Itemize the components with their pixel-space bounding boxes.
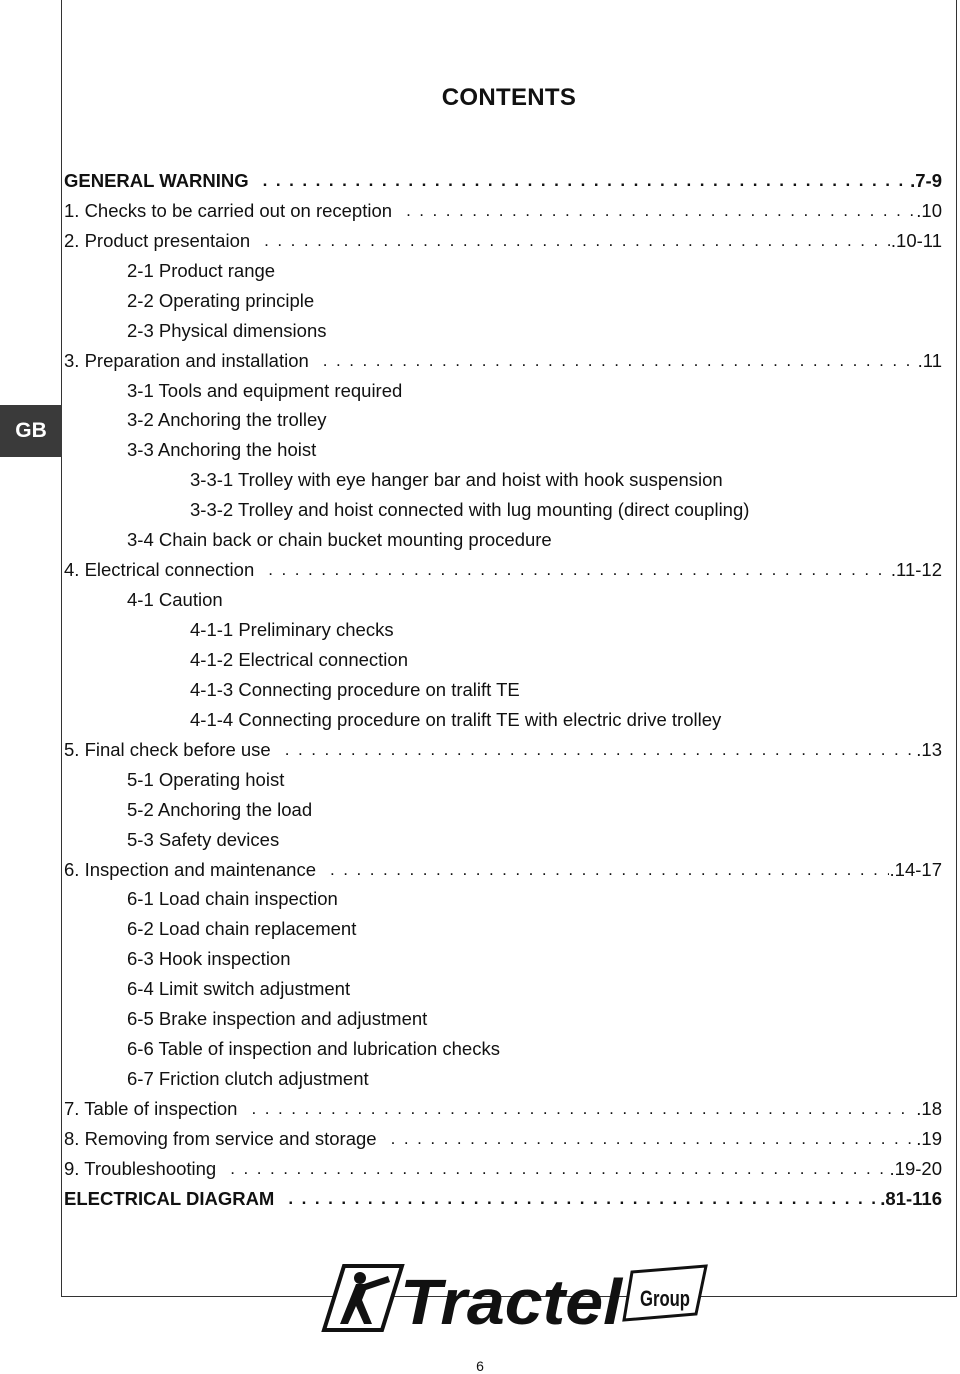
toc-dot-leader — [309, 351, 917, 371]
toc-entry — [64, 735, 942, 765]
toc-dot-leader — [250, 231, 890, 251]
toc-entry — [64, 1184, 942, 1214]
toc-entry-label: 3-1 Tools and equipment required — [127, 379, 403, 401]
toc-entry-label: 2-1 Product range — [127, 259, 276, 281]
toc-entry-label: ELECTRICAL DIAGRAM — [64, 1187, 275, 1209]
toc-entry-page: .19 — [916, 1127, 942, 1149]
toc-entry-label: 6. Inspection and maintenance — [64, 858, 316, 880]
toc-entry-label: 4-1-1 Preliminary checks — [190, 619, 394, 641]
toc-entry-page: .10 — [916, 199, 942, 221]
toc-entry — [64, 435, 942, 465]
toc-entry — [64, 615, 942, 645]
toc-entry-label: 5-2 Anchoring the load — [127, 798, 313, 820]
toc-entry-label: 6-5 Brake inspection and adjustment — [127, 1008, 428, 1030]
toc-entry — [64, 316, 942, 346]
toc-entry-label: GENERAL WARNING — [64, 169, 249, 191]
toc-entry — [64, 645, 942, 675]
toc-entry — [64, 855, 942, 885]
toc-entry-label: 4-1-2 Electrical connection — [190, 648, 408, 670]
toc-entry-label: 1. Checks to be carried out on reception — [64, 199, 393, 221]
toc-entry-label: 3-2 Anchoring the trolley — [127, 409, 327, 431]
toc-entry-label: 6-2 Load chain replacement — [127, 918, 357, 940]
toc-dot-leader — [271, 740, 916, 760]
toc-entry — [64, 346, 942, 376]
logo-wordmark: Tractel — [400, 1266, 624, 1334]
toc-entry-label: 2-3 Physical dimensions — [127, 319, 327, 341]
toc-entry — [64, 226, 942, 256]
toc-entry-label: 4-1-4 Connecting procedure on tralift TE with electric drive trolley — [190, 708, 722, 730]
toc-entry — [64, 944, 942, 974]
toc-entry-label: 6-3 Hook inspection — [127, 948, 291, 970]
toc-entry-label: 3. Preparation and installation — [64, 349, 309, 371]
toc-dot-leader — [274, 1189, 879, 1209]
toc-dot-leader — [216, 1159, 888, 1179]
toc-entry-label: 3-4 Chain back or chain bucket mounting procedure — [127, 529, 552, 551]
toc-entry — [64, 1004, 942, 1034]
toc-entry — [64, 555, 942, 585]
toc-entry-label: 2. Product presentaion — [64, 229, 251, 251]
toc-entry-label: 5. Final check before use — [64, 738, 271, 760]
toc-entry-page: .7-9 — [910, 169, 942, 191]
toc-entry — [64, 885, 942, 915]
toc-dot-leader — [249, 171, 909, 191]
toc-entry-page: .13 — [916, 738, 942, 760]
toc-entry — [64, 196, 942, 226]
toc-entry — [64, 795, 942, 825]
toc-entry — [64, 166, 942, 196]
toc-entry-label: 5-1 Operating hoist — [127, 768, 285, 790]
toc-dot-leader — [316, 860, 889, 880]
toc-entry-page: .81-116 — [880, 1187, 942, 1209]
toc-entry — [64, 1094, 942, 1124]
toc-entry — [64, 406, 942, 436]
toc-entry — [64, 765, 942, 795]
toc-entry — [64, 286, 942, 316]
table-of-contents — [64, 166, 942, 1214]
toc-dot-leader — [392, 201, 915, 221]
toc-entry-label: 6-1 Load chain inspection — [127, 888, 338, 910]
toc-entry-label: 4. Electrical connection — [64, 559, 255, 581]
language-tab: GB — [0, 405, 62, 457]
toc-entry — [64, 705, 942, 735]
toc-entry-page: .10-11 — [890, 229, 942, 251]
toc-entry — [64, 376, 942, 406]
toc-entry-label: 3-3 Anchoring the hoist — [127, 439, 317, 461]
toc-entry-label: 5-3 Safety devices — [127, 828, 280, 850]
toc-entry — [64, 914, 942, 944]
toc-entry-label: 3-3-1 Trolley with eye hanger bar and hoist with hook suspension — [190, 469, 723, 491]
page-number: 6 — [476, 1358, 484, 1374]
toc-entry — [64, 525, 942, 555]
toc-entry — [64, 1154, 942, 1184]
toc-entry-label: 8. Removing from service and storage — [64, 1127, 377, 1149]
toc-entry — [64, 675, 942, 705]
toc-entry-label: 6-7 Friction clutch adjustment — [127, 1068, 369, 1090]
page-title: CONTENTS — [441, 84, 577, 111]
toc-dot-leader — [254, 560, 890, 580]
toc-entry-page: .14-17 — [889, 858, 942, 880]
toc-entry — [64, 1064, 942, 1094]
toc-entry — [64, 256, 942, 286]
toc-entry-label: 7. Table of inspection — [64, 1098, 238, 1120]
toc-entry-page: .11 — [917, 349, 942, 371]
toc-entry-label: 6-4 Limit switch adjustment — [127, 978, 351, 1000]
toc-dot-leader — [237, 1099, 915, 1119]
toc-entry — [64, 495, 942, 525]
toc-entry-label: 4-1 Caution — [127, 589, 223, 611]
toc-entry — [64, 585, 942, 615]
toc-entry-page: .11-12 — [890, 559, 942, 581]
toc-entry — [64, 1034, 942, 1064]
toc-entry-label: 6-6 Table of inspection and lubrication checks — [127, 1038, 500, 1060]
toc-entry — [64, 825, 942, 855]
toc-dot-leader — [377, 1129, 916, 1149]
logo-group-text: Group — [640, 1286, 690, 1311]
toc-entry-page: .19-20 — [889, 1157, 942, 1179]
toc-entry-label: 2-2 Operating principle — [127, 289, 315, 311]
toc-entry — [64, 465, 942, 495]
toc-entry — [64, 1124, 942, 1154]
toc-entry-label: 9. Troubleshooting — [64, 1157, 217, 1179]
toc-entry-label: 3-3-2 Trolley and hoist connected with lug mounting (direct coupling) — [190, 499, 750, 521]
toc-entry-page: .18 — [916, 1098, 942, 1120]
toc-entry — [64, 974, 942, 1004]
tractel-group-logo — [310, 1262, 710, 1334]
toc-entry-label: 4-1-3 Connecting procedure on tralift TE — [190, 678, 520, 700]
